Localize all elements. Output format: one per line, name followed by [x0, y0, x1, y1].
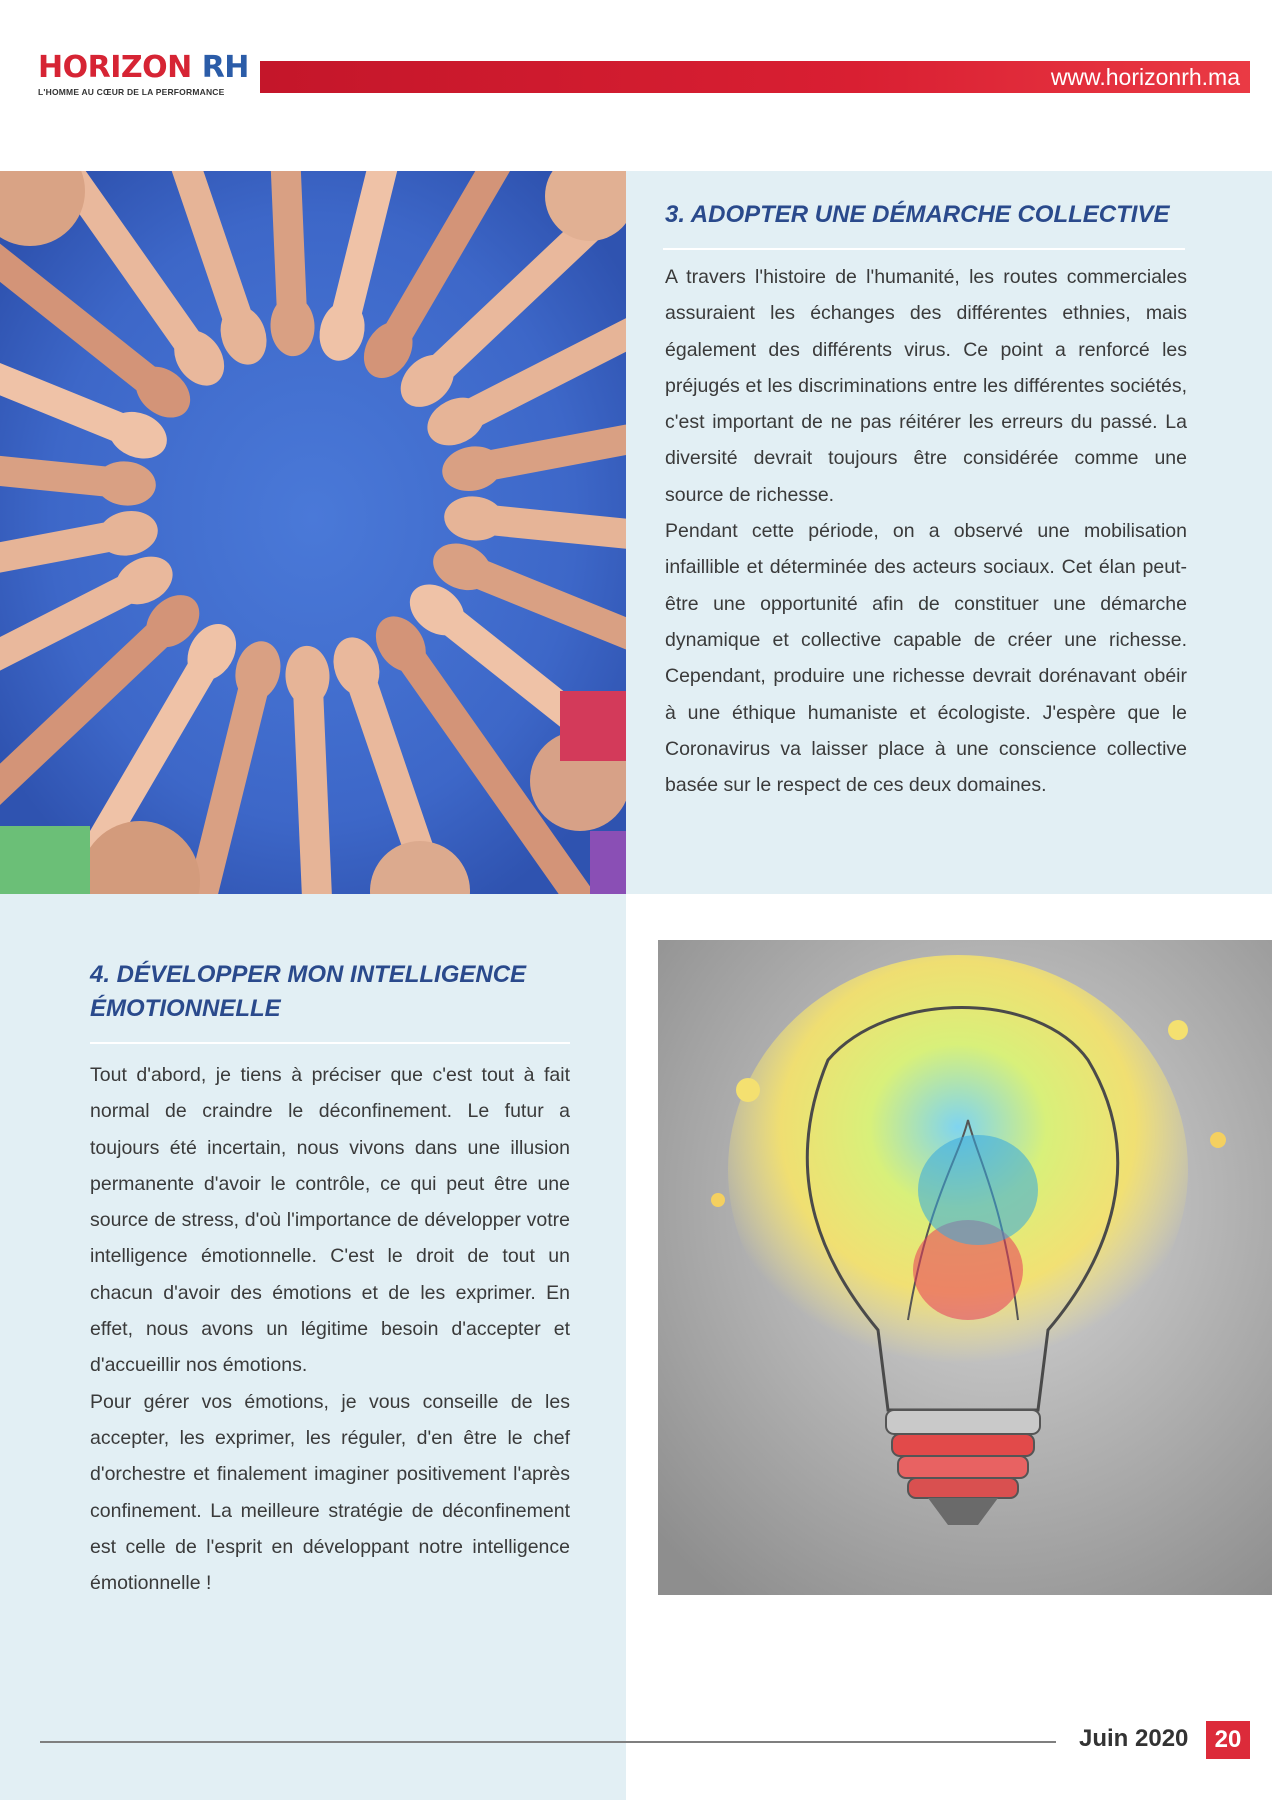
hands-circle-photo — [0, 171, 626, 894]
section-3-paragraph-1: A travers l'histoire de l'humanité, les routes commerciales assuraient les échanges des différentes ethnies, mais également des différents virus. Ce point a renforcé les préjugés et les discriminations entre les différentes sociétés, c'est important de ne pas réitérer les erreurs du passé. La diversité devrait toujours être considérée comme une source de richesse. — [665, 266, 1187, 506]
logo-text-horizon: HORIZON — [38, 50, 192, 85]
section-4-heading-line-2: ÉMOTIONNELLE — [90, 995, 281, 1022]
section-4-paragraph-1: Tout d'abord, je tiens à préciser que c'est tout à fait normal de craindre le déconfinement. Le futur a toujours été incertain, nous vivons dans une illusion permanente d'avoir le contrôle, ce qui peut être une source de stress, d'où l'importance de développer votre intelligence émotionnelle. C'est le droit de tout un chacun d'avoir des émotions et de les exprimer. En effet, nous avons un légitime besoin d'accepter et d'accueillir nos émotions. — [90, 1064, 570, 1377]
section-3-body — [665, 259, 1187, 803]
logo — [38, 52, 249, 84]
section-4-heading-line-1: 4. DÉVELOPPER MON INTELLIGENCE — [90, 961, 527, 988]
logo-tagline: L'HOMME AU CŒUR DE LA PERFORMANCE — [38, 87, 225, 97]
section-4-divider — [90, 1042, 570, 1044]
section-3-heading: 3. ADOPTER UNE DÉMARCHE COLLECTIVE — [665, 201, 1170, 228]
section-4-body — [90, 1057, 570, 1601]
arm — [307, 676, 322, 894]
footer-divider — [40, 1741, 1056, 1743]
section-3-paragraph-2: Pendant cette période, on a observé une mobilisation infaillible et déterminée des acteurs sociaux. Cet élan peut-être une opportunité afin de constituer une démarche dynamique et collective capable de créer une richesse. Cependant, produire une richesse devrait dorénavant obéir à une éthique humaniste et écologiste. J'espère que le Coronavirus va laisser place à une conscience collective basée sur le respect de ces deux domaines. — [665, 520, 1187, 797]
section-3-divider — [663, 248, 1185, 250]
issue-date: Juin 2020 — [1079, 1725, 1189, 1752]
section-4-heading — [90, 958, 590, 1026]
logo-text-rh: RH — [201, 50, 249, 85]
light-bulb-illustration — [658, 940, 1272, 1595]
header-bar — [260, 61, 1250, 93]
website-url[interactable]: www.horizonrh.ma — [1050, 64, 1240, 90]
page-number: 20 — [1206, 1721, 1250, 1759]
section-4-paragraph-2: Pour gérer vos émotions, je vous conseille de les accepter, les exprimer, les réguler, d'en être le chef d'orchestre et finalement imaginer positivement l'après confinement. La meilleure stratégie de déconfinement est celle de l'esprit en développant notre intelligence émotionnelle ! — [90, 1390, 570, 1595]
